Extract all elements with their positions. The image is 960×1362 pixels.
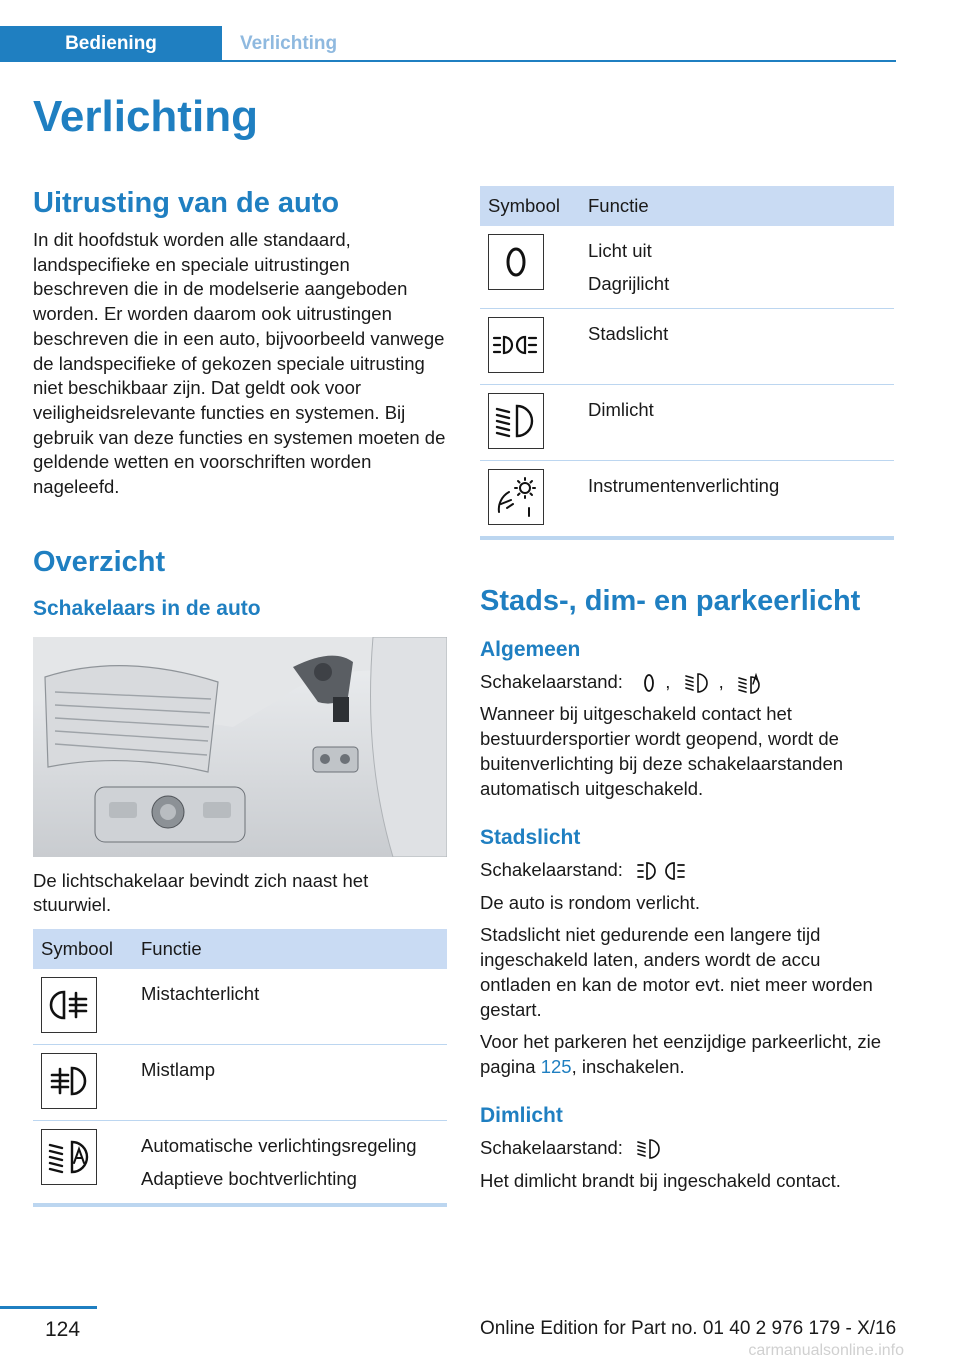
section-title-overview: Overzicht	[33, 545, 166, 578]
instrument-lighting-icon	[488, 469, 544, 525]
subsection-title-general: Algemeen	[480, 638, 581, 661]
parking-text-2: Stadslicht niet gedurende een langere tijd ingeschakeld laten, anders wordt de accu ontladen en kan de motor evt. niet meer worden gestart.	[480, 924, 873, 1021]
function-label: Automatische verlichtingsregeling	[141, 1134, 417, 1156]
switch-position-label: Schakelaarstand:	[480, 671, 623, 692]
function-label: Adaptieve bochtverlichting	[141, 1167, 357, 1189]
table-row	[33, 1044, 447, 1120]
tab-verlichting[interactable]: Verlichting	[240, 33, 338, 54]
parking-text-1: De auto is rondom verlicht.	[480, 892, 701, 914]
parking-light-icon	[488, 317, 544, 373]
photo-caption: De lichtschakelaar bevindt zich naast het stuurwiel.	[33, 869, 369, 915]
column-header-symbol: Symbool	[33, 929, 133, 969]
table-header-row	[480, 186, 894, 226]
subsection-title-switches: Schakelaars in de auto	[33, 596, 261, 620]
footer-rule	[0, 1306, 97, 1309]
column-header-function: Functie	[580, 186, 894, 226]
right-column	[480, 186, 894, 1193]
table-row	[480, 309, 894, 385]
page-number: 124	[45, 1318, 81, 1341]
parking-text-3: Voor het parkeren het eenzijdige parkeerlicht, zie pagina 125, inschakelen.	[480, 1031, 882, 1078]
lowbeam-text: Het dimlicht brandt bij ingeschakeld contact.	[480, 1170, 841, 1192]
low-beam-icon	[636, 1137, 666, 1161]
parking-light-icon	[636, 859, 686, 883]
function-label: Dagrijlicht	[588, 273, 670, 294]
page-reference-link[interactable]: 125	[540, 1056, 572, 1078]
table-row	[480, 226, 894, 309]
left-column	[33, 184, 447, 1207]
right-symbol-table	[480, 186, 894, 536]
switch-position-line	[480, 1135, 894, 1161]
rear-fog-light-icon	[41, 977, 97, 1033]
low-beam-icon	[684, 671, 714, 695]
column-header-function: Functie	[133, 929, 447, 969]
light-switch-photo	[33, 637, 447, 857]
header-tabbar	[0, 26, 896, 62]
section-title-lights: Stads-, dim- en parkeerlicht	[480, 585, 861, 617]
function-label: Mistlamp	[141, 1058, 216, 1080]
table-row	[33, 969, 447, 1045]
table-end-rule	[480, 536, 894, 540]
function-label: Instrumentenverlichting	[588, 475, 780, 496]
function-label: Mistachterlicht	[141, 982, 260, 1004]
separator: ,	[718, 671, 724, 692]
switch-position-line	[480, 669, 894, 695]
table-row	[480, 461, 894, 537]
header-rule	[222, 60, 896, 62]
table-header-row	[33, 929, 447, 969]
section-title-equipment: Uitrusting van de auto	[33, 187, 340, 219]
light-off-icon	[638, 671, 660, 695]
auto-headlight-icon	[41, 1129, 97, 1185]
function-label: Dimlicht	[588, 399, 654, 420]
watermark: carmanualsonline.info	[748, 1342, 904, 1359]
switch-position-label: Schakelaarstand:	[480, 859, 623, 881]
function-label: Stadslicht	[588, 323, 669, 344]
light-off-icon	[488, 234, 544, 290]
table-end-rule	[33, 1203, 447, 1207]
table-row	[33, 1120, 447, 1203]
subsection-title-parking-light: Stadslicht	[480, 826, 581, 850]
front-fog-light-icon	[41, 1053, 97, 1109]
subsection-title-low-beam: Dimlicht	[480, 1104, 563, 1128]
column-header-symbol: Symbool	[480, 186, 580, 226]
low-beam-icon	[488, 393, 544, 449]
general-paragraph: Wanneer bij uitgeschakeld contact het bestuurdersportier wordt geopend, wordt de buitenverlichting bij deze schakelaarstanden automatisch uitgeschakeld.	[480, 703, 844, 800]
page-title: Verlichting	[33, 92, 258, 141]
table-row	[480, 385, 894, 461]
edition-note: Online Edition for Part no. 01 40 2 976 179 - X/16	[480, 1318, 897, 1339]
tab-bediening[interactable]: Bediening	[0, 26, 222, 62]
separator: ,	[665, 671, 671, 692]
auto-headlight-icon	[737, 671, 767, 695]
function-label: Licht uit	[588, 240, 652, 261]
left-symbol-table	[33, 929, 447, 1203]
switch-position-label: Schakelaarstand:	[480, 1137, 623, 1159]
intro-paragraph: In dit hoofdstuk worden alle standaard, landspecifieke en speciale uitrustingen beschreven die in de modelserie aangeboden worden. Er worden daarom ook uitrustingen beschreven die in een auto, bijvoorbeeld vanwege de landspecifieke of gekozen speciale uitrusting niet beschikbaar zijn. Dat geldt ook voor veiligheidsrelevante functies en systemen. Bij gebruik van deze functies en systemen moeten de geldende wetten en voorschriften worden nageleefd.	[33, 229, 446, 498]
switch-position-line	[480, 857, 894, 883]
